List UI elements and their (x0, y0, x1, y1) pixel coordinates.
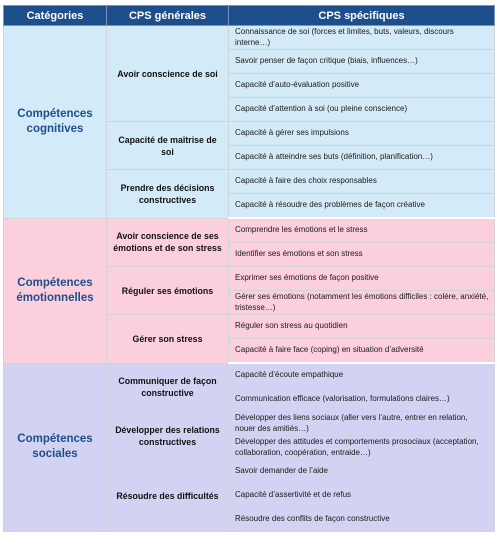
specific-cps: Capacité à faire face (coping) en situation d’adversité (229, 339, 495, 364)
general-cps: Avoir conscience de soi (107, 26, 229, 122)
specific-cps: Capacité à résoudre des problèmes de façon créative (229, 194, 495, 219)
table-row (4, 363, 495, 388)
specific-cps: Résoudre des conflits de façon constructive (229, 508, 495, 532)
general-cps: Gérer son stress (107, 315, 229, 364)
specific-cps: Développer des liens sociaux (aller vers l’autre, entrer en relation, nouer des amitiés…) (229, 412, 495, 436)
category-emotionnelles: Compétences émotionnelles (4, 218, 107, 363)
specific-cps: Capacité d’assertivité et de refus (229, 484, 495, 508)
specific-cps: Capacité à faire des choix responsables (229, 170, 495, 194)
specific-cps: Identifier ses émotions et son stress (229, 243, 495, 267)
specific-cps: Capacité à gérer ses impulsions (229, 122, 495, 146)
specific-cps: Gérer ses émotions (notamment les émotions difficiles : colère, anxiété, tristesse…) (229, 291, 495, 315)
general-cps: Résoudre des difficultés (107, 460, 229, 532)
specific-cps: Capacité d’attention à soi (ou pleine conscience) (229, 98, 495, 122)
cps-table (3, 5, 495, 532)
specific-cps: Développer des attitudes et comportements prosociaux (acceptation, collaboration, coopération, entraide…) (229, 436, 495, 460)
header-categories: Catégories (4, 6, 107, 26)
specific-cps: Savoir penser de façon critique (biais, influences…) (229, 50, 495, 74)
specific-cps: Savoir demander de l’aide (229, 460, 495, 484)
specific-cps: Capacité à atteindre ses buts (définition, planification…) (229, 146, 495, 170)
specific-cps: Connaissance de soi (forces et limites, buts, valeurs, discours interne…) (229, 26, 495, 50)
specific-cps: Exprimer ses émotions de façon positive (229, 267, 495, 291)
category-cognitives: Compétences cognitives (4, 26, 107, 219)
general-cps: Communiquer de façon constructive (107, 363, 229, 412)
specific-cps: Comprendre les émotions et le stress (229, 218, 495, 243)
general-cps: Réguler ses émotions (107, 267, 229, 315)
header-row (4, 6, 495, 26)
specific-cps: Capacité d’auto-évaluation positive (229, 74, 495, 98)
table-row (4, 26, 495, 50)
specific-cps: Réguler son stress au quotidien (229, 315, 495, 339)
specific-cps: Communication efficace (valorisation, formulations claires…) (229, 388, 495, 412)
category-sociales: Compétences sociales (4, 363, 107, 532)
general-cps: Prendre des décisions constructives (107, 170, 229, 219)
header-cps-specifiques: CPS spécifiques (229, 6, 495, 26)
table-row (4, 218, 495, 243)
general-cps: Développer des relations constructives (107, 412, 229, 460)
header-cps-generales: CPS générales (107, 6, 229, 26)
general-cps: Capacité de maîtrise de soi (107, 122, 229, 170)
specific-cps: Capacité d’écoute empathique (229, 363, 495, 388)
general-cps: Avoir conscience de ses émotions et de son stress (107, 218, 229, 267)
